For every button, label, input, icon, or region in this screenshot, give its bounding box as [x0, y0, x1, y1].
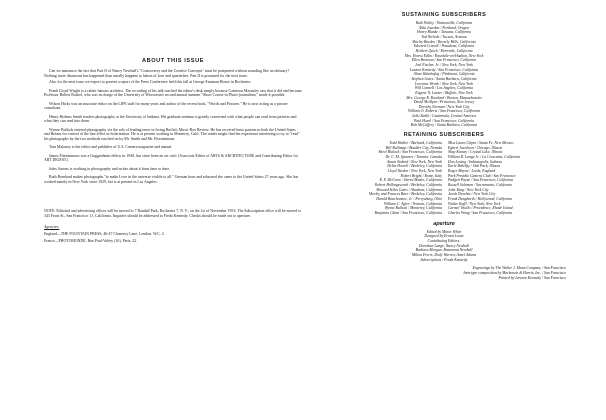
staff-line: Dorothea Lange, Nancy Newhall [418, 243, 470, 248]
subscriber-entry: Lloyd Varden / New York, New York [387, 169, 442, 174]
agency-england: England—THE FOUNTAIN PRESS, 46-47 Chancery Lane, London. W.C. 2. [44, 232, 165, 237]
subscriber-entry: Miss Laura Gilpin / Santa Fe, New Mexico [448, 141, 514, 146]
subscriber-entry: Will Connell / Los Angeles, California [414, 86, 474, 91]
staff-line: Milton Ferris, Dody Warren, Ansel Adams [411, 252, 477, 257]
staff-line: Contributing Editors: [427, 238, 461, 243]
subscriber-entry: Stephen Gates / Santa Barbara, California [411, 76, 477, 81]
subscriber-entry: William C. Agler / Ventura, California [383, 201, 442, 206]
subscriber-entry: Egbert Jacobson / Chicago, Illinois [448, 145, 503, 150]
subscriber-entry: Bob McCaffery / Santa Barbara, California [410, 123, 478, 128]
agencies-block [44, 225, 302, 244]
subscriber-entry: Dorothy Norman / New York City [418, 104, 470, 109]
subscriber-entry: Julio Zadik / Guatemala, Central America [411, 114, 477, 119]
about-paragraph: Wilson Hicks was an associate editor on the LIFE staff for many years and author of the recent book, "Words and Pictures." He is now acting as a picture consultant. [44, 101, 288, 111]
subscriber-entry: Henry Blanke / Tarzana, California [417, 30, 471, 35]
subscriber-entry: Aaron Siskind / New York, New York [386, 159, 442, 164]
subscriber-entry: Tad Nichols / Tucson, Arizona [421, 34, 467, 39]
credit-line: Engravings by The Walter J. Mann Company / San Francisco [472, 266, 566, 271]
retaining-subscribers-section [322, 132, 566, 216]
retaining-list-right [448, 141, 566, 216]
subscriber-entry: Edward Crissell / Pasadena, California [413, 44, 475, 49]
agency-france: France—PHOTOMONDE, Rue Paul-Valéry (16), Paris, 22. [44, 239, 138, 244]
staff-line: Designed by Ernest Louie [424, 234, 464, 239]
retaining-list-left [322, 141, 442, 216]
subscriber-entry: Russell Solomon / Sacramento, California [448, 183, 513, 187]
about-paragraph: Also for the next issue we expect to present a report of the Press Conference held this fall at George Eastman House in Rochester. [49, 80, 251, 85]
aperture-masthead [322, 221, 566, 281]
subscriber-entry: Ruth Weltey / Watsonville, California [415, 21, 473, 25]
subscribers-column [322, 12, 566, 280]
subscriber-entry: William O. Roberts / San Francisco, California [408, 109, 480, 114]
credit-line: Printed by Lawton Kennedy / San Francisco [498, 275, 566, 280]
subscriber-entry: Roger Mayne / Leeds, England [448, 169, 496, 174]
subscriber-entry: Helen Howell / Berkeley, California [387, 164, 442, 169]
credit-line: Intertype composition by Mackenzie & Harris, Inc. / San Francisco [463, 270, 566, 275]
subscriber-entry: Frank Dangberth / Hollywood, California [448, 196, 513, 201]
subscriber-entry: Morley and Frances Baer / Berkeley, California [368, 192, 442, 197]
about-paragraph: James Fitzsimmons was a Guggenheim fellow in 1948, has since been an art critic (Associate Editor of ARTS & ARCHITECTURE and Contributing Editor for ART DIGEST.) [44, 153, 298, 163]
subscriber-entry: Lawton Kennedy / San Francisco, California [409, 67, 479, 72]
subscriber-entry: Shirley Burden / Beverly Hills, California [412, 39, 476, 44]
aperture-title: aperture [433, 220, 455, 227]
office-move-note: NOTE: Editorial and advertising offices will be moved to 7 Randall Park, Rochester 7, N. Y., on the 1st of November 1953. The Subscription office will be moved to 343 Front St., San Francisco 11, California. Inquiries should be addressed to Freda Kennedy. Checks should be made out to aperture. [44, 209, 302, 219]
subscriber-entry: Earle Bebelfty / Oak Park, Illinois [448, 164, 501, 169]
subscriber-entry: Don Loving / Indianapolis, Indiana [448, 159, 502, 164]
about-paragraph: Henry Holmes Smith teaches photography at the University of Indiana. His graduate seminar is greatly concerned with what people can read from pictures and what they can read into them. [44, 114, 297, 124]
subscriber-entry: Lorraine Wrede / New York, New York [415, 81, 473, 86]
subscriber-entry: Sheel Blalock / San Francisco, California [378, 150, 442, 155]
agencies-label: Agencies: [44, 225, 60, 230]
about-heading: ABOUT THIS ISSUE [141, 58, 205, 64]
subscriber-entry: Todd Walker / Burbank, California [389, 141, 442, 146]
retaining-heading: RETAINING SUBSCRIBERS [403, 132, 485, 139]
subscriber-entry: Benjamin Chinn / San Francisco, California [374, 210, 442, 215]
subscriber-entry: R. F. McGraw / Sierra Madre, California [379, 178, 442, 183]
about-paragraph: Wynne Bullock entered photography via the role of leading tenor in Irving Berlin's Music Box Review. He has received basic patents in both the United States and Britain for control of the line effect in Solarization. He is at present working in Monterey, Calif. The reader might find the experience interesting to try to "read" his photographs by the two methods touched on by Mr. Smith and Mr. Fitzsimmons. [44, 127, 300, 142]
sustaining-heading: SUSTAINING SUBSCRIBERS [401, 12, 487, 18]
about-paragraph: Can we announce the fact that Part II of Nancy Newhall's "Controversy and the Creative Concepts" must be postponed without sounding like an obituary? Nothing more disastrous has happened than usually happens to labors of love and quarterlies. Part II is promised for the next issue. [44, 69, 290, 78]
subscriber-entry: Dr. C. M. Spooner / Toronto, Canada [385, 155, 442, 160]
subscriber-entry: Howard Stiles Gates / Altadena, California [376, 187, 442, 192]
about-paragraph: Ruth Bernhard makes photographs "to make Love in the universe visible to all." German born and educated she came to the United States 27 years ago. She has worked mainly in New York since 1929, but is at present in Los Angeles. [44, 174, 299, 184]
staff-line: Edited by Minor White [426, 229, 462, 234]
subscriber-entry: John Yang / New York City [448, 187, 489, 192]
subscriber-entry: Shay Kinney / Crystal Lake, Illinois [448, 150, 503, 155]
subscriber-entry: Charles Wong / San Francisco, California [448, 210, 513, 215]
subscriber-entry: Robert Hollingsworth / Berkeley, California [375, 183, 442, 187]
about-paragraph: Tom Maloney is the editor and publisher of U.S. Camera magazine and annual. [49, 145, 173, 150]
subscriber-entry: Bill Bullimap / Boulder City, Nevada [385, 145, 442, 150]
subscriber-entry: Alma Wahrhaftig / Piedmont, California [413, 72, 475, 77]
subscriber-entry: Carmel Vitullo / Providence, Rhode Island [448, 206, 513, 211]
subscriber-entry: Mrs. George R. Rowland / Boston, Massachusetts [406, 95, 482, 100]
production-credits [322, 266, 566, 280]
subscriber-entry: David McAlpin / Princeton, New Jersey [413, 100, 475, 105]
subscriber-entry: Wynne Bullock / Monterey, California [384, 206, 442, 211]
sustaining-list [322, 21, 566, 128]
subscriber-entry: Joel Fischer, Jr. / New York, New York [415, 62, 473, 67]
sustaining-subscribers-section [322, 12, 566, 128]
about-paragraph: Jules Aarons is working in photography and writes about it from time to time. [49, 166, 171, 171]
subscriber-entry: Park Presidio Camera Club / San Francisco [448, 173, 516, 178]
about-paragraph: Frank Lloyd Wright is a rather famous architect. The recording of his talk reached the editor's desk simply because Cameron Macauley saw that it did and because Professor Robert Boshel, who was in charge of the University of Wisconsin's second annual summer "Short Course in Photo-journalism," made it possible. [44, 88, 302, 98]
staff-credits [322, 230, 566, 263]
subscriber-entry: Herbert Quick / Riverside, California [415, 48, 473, 53]
subscriber-entry: William R. Lange Jr. / La Crescenta, California [448, 155, 521, 160]
staff-line: Barbara Morgan, Beaumont Newhall [415, 248, 473, 253]
subscriber-entry: Padgett Payne / San Francisco, California [448, 178, 513, 183]
subscriber-entry: Robert Bright / Rome, Italy [400, 173, 442, 178]
subscriber-entry: Alda Jourdan / Portland, Oregon [418, 25, 470, 30]
subscriber-entry: Jacob Deschin / New York City [448, 192, 496, 197]
about-this-issue-section [44, 58, 302, 244]
subscriber-entry: Ellen Bronson / San Francisco, California [411, 58, 477, 63]
subscriber-entry: Walter Kaffl / New York, New York [448, 201, 501, 206]
staff-line: Subscriptions / Freda Kennedy [420, 257, 468, 262]
subscriber-entry: Mrs. Ernest Edlin / Rosedale-on-Hudson, New York [404, 53, 484, 58]
subscriber-entry: Paul Hovel / San Francisco, California [414, 118, 474, 123]
subscriber-entry: Eugene N. Lanier / Buffalo, New York [415, 90, 473, 95]
subscriber-entry: Harold Bouchonnee, Jr. / Perrysburg, Ohio [376, 196, 442, 201]
